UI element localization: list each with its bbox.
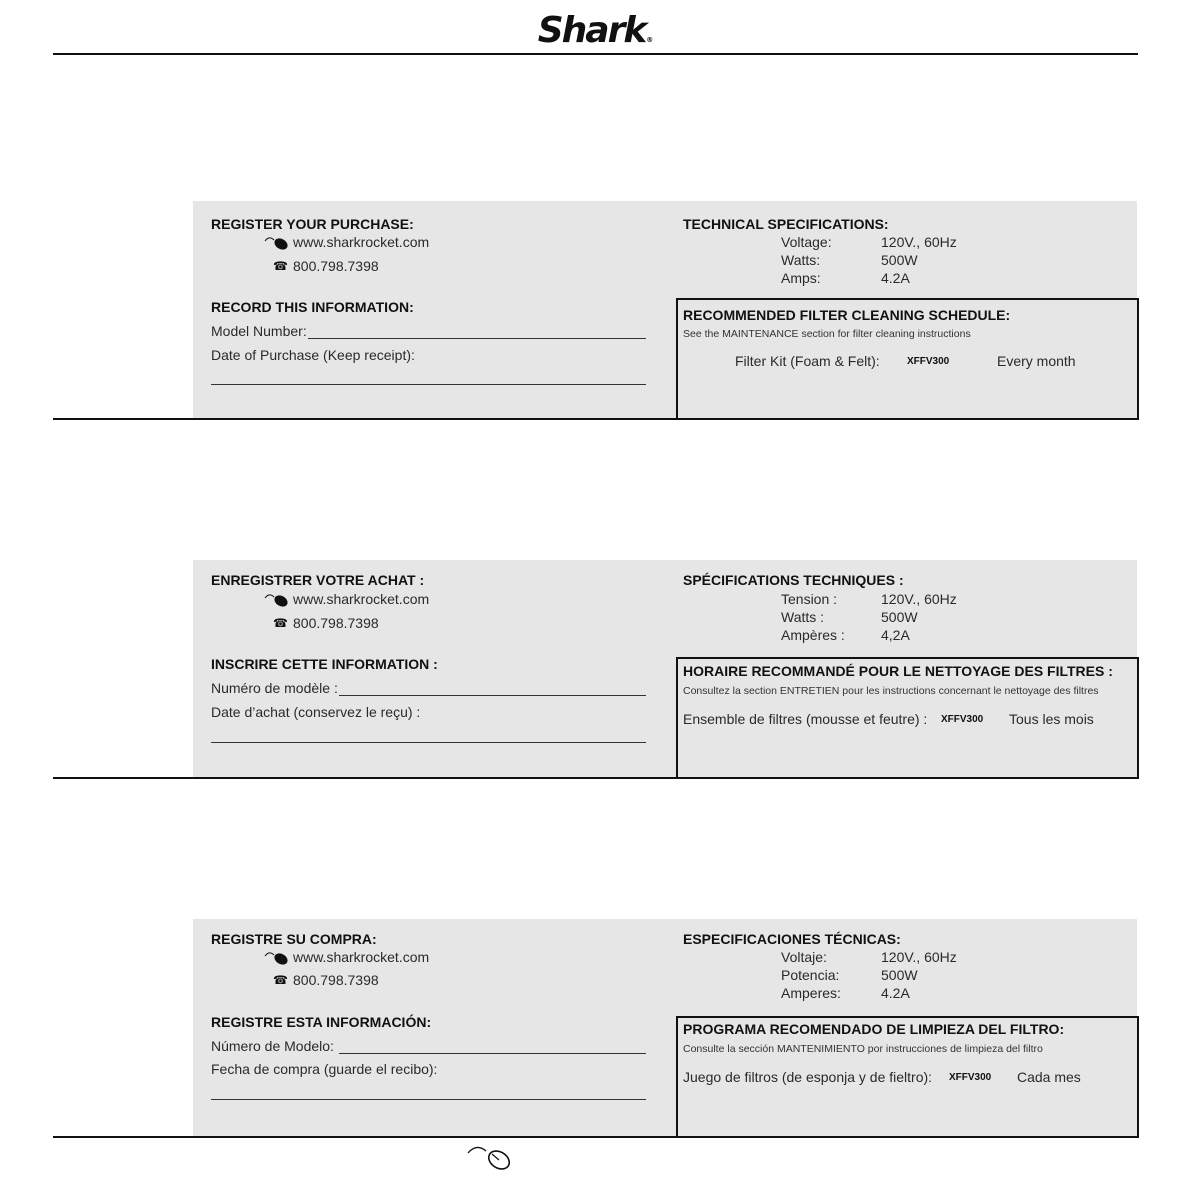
filter-kit-label: Filter Kit (Foam & Felt): <box>735 353 880 369</box>
filter-code: XFFV300 <box>949 1072 992 1083</box>
date-of-purchase-label: Fecha de compra (guarde el recibo): <box>211 1061 438 1077</box>
phone-icon: ☎ <box>273 616 288 630</box>
filter-frequency: Every month <box>997 353 1076 369</box>
website-link[interactable]: www.sharkrocket.com <box>293 591 430 607</box>
mouse-icon <box>264 593 290 607</box>
record-title: REGISTRE ESTA INFORMACIÓN: <box>211 1014 432 1030</box>
phone-number: 800.798.7398 <box>293 972 379 988</box>
specs-title: SPÉCIFICATIONS TECHNIQUES : <box>683 572 904 588</box>
spec-label: Amps: <box>781 270 821 286</box>
spec-value: 120V., 60Hz <box>881 591 957 607</box>
schedule-note: Consulte la sección MANTENIMIENTO por instrucciones de limpieza del filtro <box>683 1043 1043 1055</box>
register-title: ENREGISTRER VOTRE ACHAT : <box>211 572 425 588</box>
register-title: REGISTER YOUR PURCHASE: <box>211 216 414 232</box>
model-number-line[interactable] <box>308 338 646 339</box>
filter-frequency: Cada mes <box>1017 1069 1081 1085</box>
mouse-icon <box>264 951 290 965</box>
spec-value: 4.2A <box>881 270 910 286</box>
mouse-icon <box>466 1143 516 1173</box>
top-divider <box>53 53 1138 55</box>
spec-label: Tension : <box>781 591 838 607</box>
phone-number: 800.798.7398 <box>293 258 379 274</box>
model-number-label: Model Number: <box>211 323 307 339</box>
spec-label: Voltage: <box>781 234 832 250</box>
schedule-note: Consultez la section ENTRETIEN pour les instructions concernant le nettoyage des filtres <box>683 685 1099 697</box>
schedule-title: PROGRAMA RECOMENDADO DE LIMPIEZA DEL FILTRO: <box>683 1021 1065 1037</box>
card-english <box>0 201 1191 420</box>
model-number-label: Número de Modelo: <box>211 1038 334 1054</box>
register-title: REGISTRE SU COMPRA: <box>211 931 377 947</box>
schedule-title: RECOMMENDED FILTER CLEANING SCHEDULE: <box>683 307 1011 323</box>
specs-title: TECHNICAL SPECIFICATIONS: <box>683 216 889 232</box>
spec-label: Voltaje: <box>781 949 827 965</box>
spec-label: Amperes: <box>781 985 841 1001</box>
filter-kit-label: Ensemble de filtres (mousse et feutre) : <box>683 711 928 727</box>
spec-label: Ampères : <box>781 627 845 643</box>
model-number-label: Numéro de modèle : <box>211 680 338 696</box>
spec-value: 500W <box>881 967 918 983</box>
filter-schedule-box <box>676 298 1139 420</box>
website-link[interactable]: www.sharkrocket.com <box>293 949 430 965</box>
registered-mark: ® <box>646 36 654 44</box>
date-of-purchase-label: Date d’achat (conservez le reçu) : <box>211 704 421 720</box>
date-of-purchase-line[interactable] <box>211 1099 646 1100</box>
specs-title: ESPECIFICACIONES TÉCNICAS: <box>683 931 901 947</box>
spec-value: 120V., 60Hz <box>881 949 957 965</box>
filter-code: XFFV300 <box>941 714 984 725</box>
spec-label: Watts: <box>781 252 821 268</box>
brand-name: Shark <box>537 10 646 51</box>
schedule-title: HORAIRE RECOMMANDÉ POUR LE NETTOYAGE DES FILTRES : <box>683 663 1113 679</box>
filter-schedule-box <box>676 1016 1139 1138</box>
card-french <box>0 560 1191 779</box>
phone-number: 800.798.7398 <box>293 615 379 631</box>
spec-value: 500W <box>881 609 918 625</box>
record-title: INSCRIRE CETTE INFORMATION : <box>211 656 438 672</box>
spec-value: 4.2A <box>881 985 910 1001</box>
phone-icon: ☎ <box>273 259 288 273</box>
date-of-purchase-line[interactable] <box>211 384 646 385</box>
filter-schedule-box <box>676 657 1139 779</box>
model-number-line[interactable] <box>339 1053 646 1054</box>
date-of-purchase-line[interactable] <box>211 742 646 743</box>
mouse-icon <box>264 236 290 250</box>
date-of-purchase-label: Date of Purchase (Keep receipt): <box>211 347 415 363</box>
spec-value: 4,2A <box>881 627 910 643</box>
filter-frequency: Tous les mois <box>1009 711 1094 727</box>
brand-logo <box>0 10 1191 51</box>
schedule-note: See the MAINTENANCE section for filter cleaning instructions <box>683 328 971 340</box>
card-spanish <box>0 919 1191 1138</box>
spec-value: 500W <box>881 252 918 268</box>
filter-code: XFFV300 <box>907 356 950 367</box>
spec-label: Potencia: <box>781 967 840 983</box>
phone-icon: ☎ <box>273 973 288 987</box>
spec-value: 120V., 60Hz <box>881 234 957 250</box>
model-number-line[interactable] <box>339 695 646 696</box>
filter-kit-label: Juego de filtros (de esponja y de fieltro): <box>683 1069 933 1085</box>
record-title: RECORD THIS INFORMATION: <box>211 299 414 315</box>
spec-label: Watts : <box>781 609 825 625</box>
website-link[interactable]: www.sharkrocket.com <box>293 234 430 250</box>
